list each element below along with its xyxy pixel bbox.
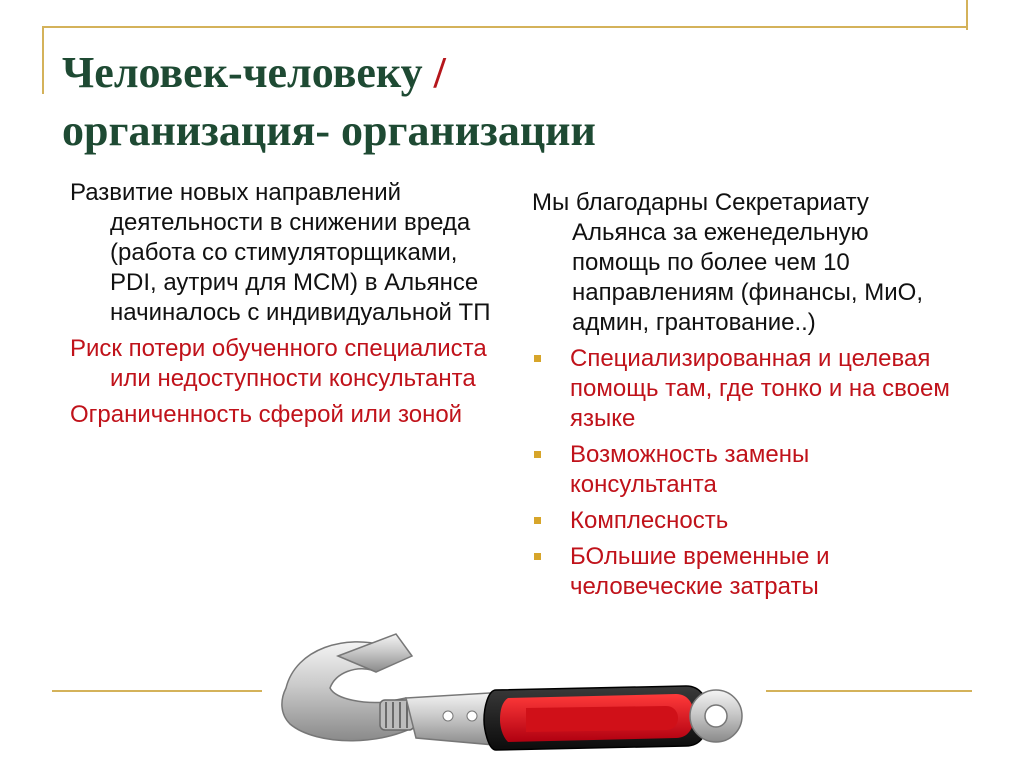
bullet-text-2: Возможность замены консультанта <box>570 441 810 498</box>
bullet-item-3 <box>532 506 952 536</box>
bullet-item-2 <box>532 440 952 500</box>
left-column <box>70 178 500 436</box>
bottom-rule-right <box>766 690 972 692</box>
bullet-text-4: БОльшие временные и человеческие затраты <box>570 543 830 600</box>
right-intro-paragraph: Мы благодарны Секретариату Альянса за еженедельную помощь по более чем 10 направлениям (финансы, МиО, админ, грантование..) <box>532 189 923 336</box>
bullet-text-1: Специализированная и целевая помощь там, где тонко и на своем языке <box>570 345 950 432</box>
bullet-text-3: Комплесность <box>570 507 729 534</box>
bottom-rule-left <box>52 690 262 692</box>
bullet-item-1 <box>532 344 952 434</box>
frame-right-line <box>966 0 968 30</box>
left-paragraph-3: Ограниченность сферой или зоной <box>70 401 463 428</box>
title-line-1: Человек-человеку <box>62 48 423 97</box>
square-bullet-icon <box>534 553 541 560</box>
right-column <box>532 188 952 608</box>
left-paragraph-2: Риск потери обученного специалиста или недоступности консультанта <box>70 335 487 392</box>
square-bullet-icon <box>534 355 541 362</box>
frame-top-line <box>42 26 966 28</box>
bullet-item-4 <box>532 542 952 602</box>
adjustable-wrench-icon <box>276 628 746 768</box>
frame-left-line <box>42 26 44 94</box>
title-line-2: организация- организации <box>62 106 596 155</box>
square-bullet-icon <box>534 451 541 458</box>
right-bullet-list <box>532 344 952 602</box>
title-slash: / <box>433 48 446 97</box>
left-paragraph-1: Развитие новых направлений деятельности в снижении вреда (работа со стимуляторщиками, PDI, аутрич для МСМ) в Альянсе начиналось с индивидуальной ТП <box>70 179 491 326</box>
slide-title <box>62 44 962 160</box>
square-bullet-icon <box>534 517 541 524</box>
